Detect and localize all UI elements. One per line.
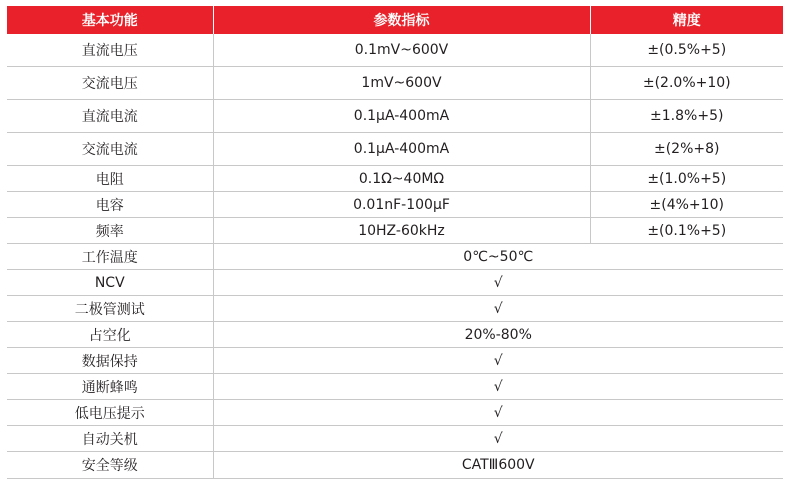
accuracy-cell: ±(2%+8): [590, 133, 783, 166]
function-cell: 自动关机: [7, 426, 213, 452]
function-cell: 通断蜂鸣: [7, 374, 213, 400]
function-cell: 频率: [7, 218, 213, 244]
param-cell: 0.1Ω~40MΩ: [213, 166, 590, 192]
table-row: [7, 374, 783, 400]
value-cell: √: [213, 426, 783, 452]
function-cell: 直流电压: [7, 34, 213, 67]
table-row: [7, 270, 783, 296]
function-cell: 占空化: [7, 322, 213, 348]
table-row: [7, 100, 783, 133]
table-row: [7, 400, 783, 426]
function-cell: 二极管测试: [7, 296, 213, 322]
header-accuracy: 精度: [590, 6, 783, 34]
param-cell: 10HZ-60kHz: [213, 218, 590, 244]
accuracy-cell: ±(2.0%+10): [590, 67, 783, 100]
header-param: 参数指标: [213, 6, 590, 34]
value-cell: √: [213, 270, 783, 296]
table-row: [7, 133, 783, 166]
value-cell: 0℃~50℃: [213, 244, 783, 270]
table-row: [7, 244, 783, 270]
param-cell: 0.1μA-400mA: [213, 133, 590, 166]
function-cell: 数据保持: [7, 348, 213, 374]
param-cell: 0.1μA-400mA: [213, 100, 590, 133]
function-cell: 交流电流: [7, 133, 213, 166]
param-cell: 0.1mV~600V: [213, 34, 590, 67]
value-cell: √: [213, 296, 783, 322]
table-row: [7, 426, 783, 452]
function-cell: 低电压提示: [7, 400, 213, 426]
table-row: [7, 218, 783, 244]
value-cell: √: [213, 374, 783, 400]
accuracy-cell: ±(4%+10): [590, 192, 783, 218]
table-row: [7, 452, 783, 479]
function-cell: 电容: [7, 192, 213, 218]
accuracy-cell: ±1.8%+5): [590, 100, 783, 133]
function-cell: NCV: [7, 270, 213, 296]
accuracy-cell: ±(0.1%+5): [590, 218, 783, 244]
spec-table: [7, 6, 783, 479]
param-cell: 0.01nF-100μF: [213, 192, 590, 218]
accuracy-cell: ±(1.0%+5): [590, 166, 783, 192]
function-cell: 工作温度: [7, 244, 213, 270]
table-row: [7, 67, 783, 100]
function-cell: 交流电压: [7, 67, 213, 100]
value-cell: √: [213, 400, 783, 426]
function-cell: 直流电流: [7, 100, 213, 133]
table-row: [7, 296, 783, 322]
function-cell: 安全等级: [7, 452, 213, 479]
accuracy-cell: ±(0.5%+5): [590, 34, 783, 67]
table-row: [7, 34, 783, 67]
value-cell: √: [213, 348, 783, 374]
param-cell: 1mV~600V: [213, 67, 590, 100]
table-row: [7, 348, 783, 374]
value-cell: 20%-80%: [213, 322, 783, 348]
table-row: [7, 322, 783, 348]
header-row: [7, 6, 783, 34]
function-cell: 电阻: [7, 166, 213, 192]
value-cell: CATⅢ600V: [213, 452, 783, 479]
table-row: [7, 192, 783, 218]
table-row: [7, 166, 783, 192]
header-function: 基本功能: [7, 6, 213, 34]
